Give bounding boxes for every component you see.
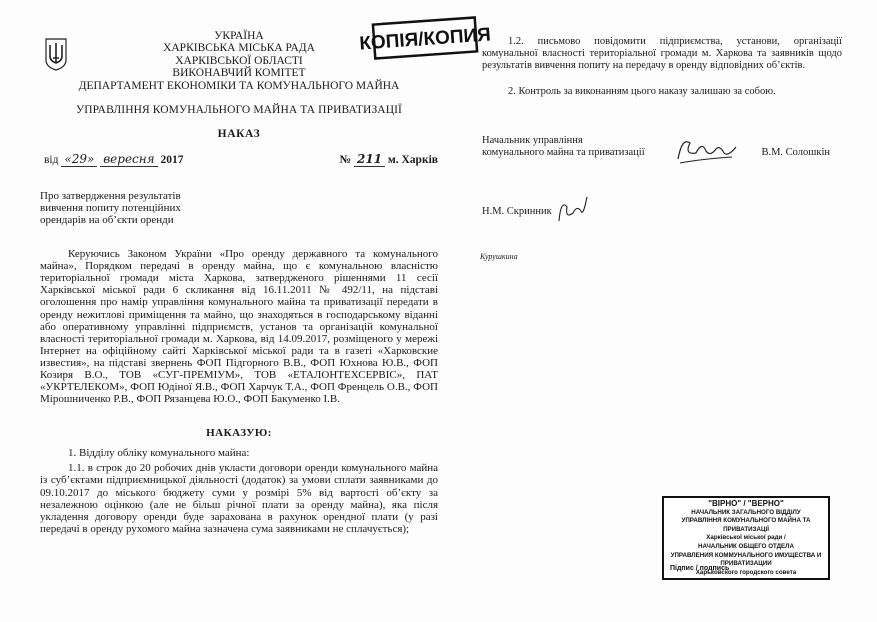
date-month: вересня [100, 152, 157, 167]
item-2: 2. Контроль за виконанням цього наказу залишаю за собою. [508, 86, 776, 97]
signer-title-1: Начальник управління [482, 135, 583, 146]
order-heading: НАКАЗУЮ: [206, 427, 272, 440]
left-column [40, 30, 438, 535]
executor-name: Н.М. Скринник [482, 206, 552, 217]
council-line: ХАРКІВСЬКА МІСЬКА РАДА [163, 42, 315, 55]
city: м. Харків [387, 154, 438, 167]
order-number: 211 [354, 152, 385, 167]
date-prefix: від [44, 154, 59, 167]
subject-line-1: Про затвердження результатів [40, 190, 181, 203]
date-year: 2017 [160, 154, 184, 167]
document-type: НАКАЗ [217, 128, 261, 141]
stamp-line-5: УПРАВЛЕНИЯ КОММУНАЛЬНОГО ИМУЩЕСТВА И ПРИВАТИЗАЦИИ [670, 551, 822, 568]
certified-stamp [662, 496, 830, 580]
signer-title-2: комунального майна та приватизації [482, 147, 645, 158]
number-prefix: № [339, 154, 352, 167]
order-subject [40, 190, 230, 226]
item-1: 1. Відділу обліку комунального майна: [68, 447, 250, 460]
order-items [40, 447, 438, 535]
item-1-1: 1.1. в строк до 20 робочих днів укласти договори оренди комунального майна із суб’єктами підприємницької діяльності (додаток) за умови сплати заявниками до 09.10.2017 до міського бюджету суми у розмірі 5% від вартості об’єкту за незалежною оцінкою (але не більш річної плати за оренду майна), яка після укладення договору оренди буде зарахована в рахунок орендної плати (у разі передачі в оренду рухомого майна зазначена сума заявниками не сплачується); [40, 462, 438, 535]
subject-line-2: вивчення попиту потенційних [40, 202, 181, 215]
subject-line-3: орендарів на об’єкти оренди [40, 214, 174, 227]
dateline [40, 152, 438, 168]
executor-note: Курушкина [480, 252, 518, 261]
signature-block [482, 135, 842, 159]
stamp-line-3: Харківської міської ради / [706, 534, 786, 542]
signature-scribble-icon [672, 133, 742, 167]
stamp-line-4: НАЧАЛЬНИК ОБЩЕГО ОТДЕЛА [698, 542, 794, 550]
stamp-line-6: Харьковского городского совета [695, 568, 797, 576]
stamp-line-2: УПРАВЛІННЯ КОМУНАЛЬНОГО МАЙНА ТА ПРИВАТИЗАЦІЇ [681, 517, 811, 533]
oblast-line: ХАРКІВСЬКОЇ ОБЛАСТІ [175, 54, 303, 67]
stamp-footer: Підпис / подпись [670, 565, 730, 573]
right-column [482, 36, 842, 98]
date-day: «29» [61, 152, 97, 167]
committee-line: ВИКОНАВЧИЙ КОМІТЕТ [172, 67, 306, 80]
copy-stamp-text: КОПІЯ/КОПИЯ [358, 24, 492, 55]
signer-name: В.М. Солошкін [761, 147, 830, 158]
directorate-line: УПРАВЛІННЯ КОМУНАЛЬНОГО МАЙНА ТА ПРИВАТИЗАЦІЇ [76, 104, 402, 117]
country-line: УКРАЇНА [214, 30, 264, 42]
department-line: ДЕПАРТАМЕНТ ЕКОНОМІКИ ТА КОМУНАЛЬНОГО МАЙНА [78, 79, 400, 92]
item-1-2: 1.2. письмово повідомити підприємства, установи, організації комунальної власності територіальної громади м. Харкова та заявників щодо результатів вивчення попиту на передачу в оренду відповідних об’єктів. [482, 36, 842, 71]
stamp-line-1: НАЧАЛЬНИК ЗАГАЛЬНОГО ВІДДІЛУ [691, 508, 801, 516]
letterhead [40, 30, 438, 92]
stamp-title: "ВІРНО" / "ВЕРНО" [708, 499, 784, 508]
preamble-text: Керуючись Законом України «Про оренду державного та комунального майна», Порядком передачі в оренду майна, що є комунальною власністю територіальної громади міста Харкова, затвердженого рішеннями 11 сесії Харківської міської ради 6 скликання від 16.11.2011 № 492/11, на підставі оголошення про намір управління комунального майна та приватизації передати в оренду нежитлові приміщення та майно, що знаходяться в господарському віданні або оперативному управлінні підприємств, установ та організацій комунальної власності територіальної громади м. Харкова, від 14.09.2017, розміщеного у мережі Інтернет на офіційному сайті Харківської міської ради та в газеті «Харковские известия», на підставі звернень ФОП Підгорного В.В., ФОП Юхнова Ю.В., ФОП Козиря В.О., ТОВ «СУГ-ПРЕМІУМ», ТОВ «ЕТАЛОНТЕХСЕРВІС», ПАТ «УКРТЕЛЕКОМ», ФОП Юдіної Я.В., ФОП Харчук Т.А., ФОП Френцель О.В., ФОП Мірошниченко Р.В., ФОП Рязанцева Ю.О., ФОП Бакуменко І.В. [40, 248, 438, 406]
preamble [40, 248, 438, 405]
executor-signature-icon [555, 193, 591, 227]
